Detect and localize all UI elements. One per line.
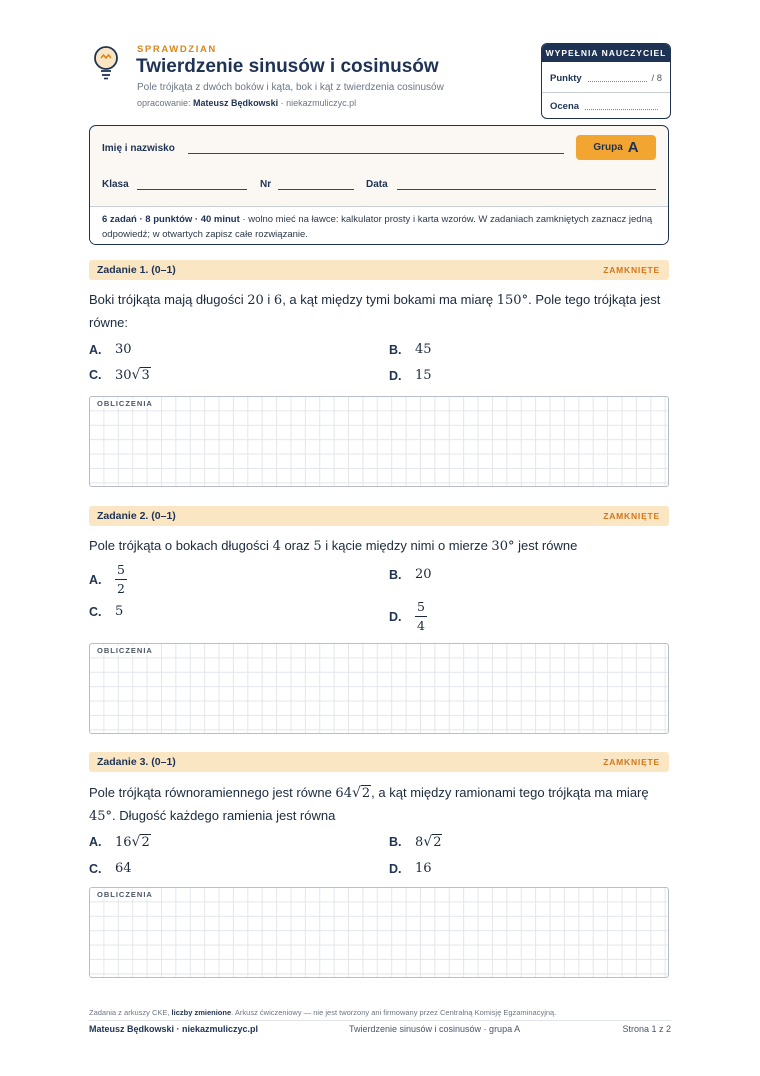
group-label: Grupa [593,142,623,153]
points-max: / 8 [651,73,662,84]
task-3-answer-d[interactable] [389,861,432,876]
exam-rules: · wolno mieć na ławce: kalkulator prosty i karta wzorów. W zadaniach zamkniętych zaznacz jedną odpowiedź; w otwartych zapisz całe rozwiązanie. [102,214,653,240]
answer-radicand: 3 [141,368,150,383]
task-1-angle: 150° [496,293,529,308]
task-1-answer-c[interactable] [89,367,151,383]
task-2-answer-c[interactable] [89,604,123,619]
answer-coefficient: 16 [115,834,132,850]
footer-author: Mateusz Będkowski · niekazmuliczyc.pl [89,1024,259,1034]
task-1-answer-a[interactable] [89,342,132,357]
answer-radicand: 2 [433,835,442,850]
footer-document-title: Twierdzenie sinusów i cosinusów · grupa A [349,1024,521,1034]
group-badge [576,135,656,160]
calculation-label: OBLICZENIA [94,646,156,655]
task-2-text-d: jest równe [514,538,578,553]
answer-letter: A. [89,835,102,849]
answer-letter: D. [389,609,402,624]
page-number: Strona 1 z 2 [622,1024,671,1034]
task-2-title: Zadanie 2. (0–1) [97,510,176,522]
task-1-calculation-area[interactable] [89,396,669,487]
square-root: √ 3 [131,367,150,383]
answer-letter: D. [389,861,402,876]
nr-field[interactable] [278,189,354,190]
answer-value: 20 [415,567,432,582]
task-3-answer-b[interactable] [389,834,442,850]
name-field[interactable] [188,153,564,154]
task-2-question [89,535,669,558]
task-2-calculation-area[interactable] [89,643,669,734]
answer-letter: A. [89,342,102,357]
answer-letter: B. [389,567,402,582]
calculation-label: OBLICZENIA [94,399,156,408]
task-2-side-a: 4 [272,539,281,554]
task-3-calculation-area[interactable] [89,887,669,978]
task-2-answer-a[interactable] [89,563,127,596]
footer-note-a: Zadania z arkuszy CKE, [89,1008,172,1017]
task-3-text-d: . Długość każdego ramienia jest równa [112,808,336,823]
task-1-answer-b[interactable] [389,342,432,357]
teacher-box [541,43,671,119]
answer-value: 5 [115,604,124,619]
name-label: Imię i nazwisko [102,143,175,154]
author-site: · niekazmuliczyc.pl [278,98,357,108]
answer-value: 30 [115,342,132,357]
date-field[interactable] [397,189,656,190]
task-3-title: Zadanie 3. (0–1) [97,756,176,768]
task-3-answer-c[interactable] [89,861,132,876]
task-2-answer-b[interactable] [389,567,432,582]
date-label: Data [366,179,388,190]
answer-value: 45 [415,342,432,357]
document-author [137,98,356,108]
task-1-type: ZAMKNIĘTE [603,265,660,275]
task-2-text-b: oraz [280,538,314,553]
square-root: √ 2 [351,785,371,801]
answer-fraction [115,563,127,596]
author-name: Mateusz Będkowski [193,98,279,108]
footer-note-b: . Arkusz ćwiczeniowy — nie jest tworzony ani firmowany przez Centralną Komisję Egzaminacyjną. [231,1008,557,1017]
calculation-label: OBLICZENIA [94,890,156,899]
answer-value: 15 [415,368,432,383]
task-2-header [89,506,669,526]
task-1-title: Zadanie 1. (0–1) [97,264,176,276]
task-2-answer-d[interactable] [389,600,427,633]
teacher-box-title: WYPEŁNIA NAUCZYCIEL [542,44,670,62]
task-1-question [89,289,669,334]
class-label: Klasa [102,179,129,190]
fraction-numerator: 5 [115,563,127,580]
square-root: √ 2 [131,834,150,850]
lightbulb-logo-icon [90,44,122,80]
task-3-angle: 45° [89,809,113,824]
answer-letter: B. [389,342,402,357]
points-field[interactable] [588,81,648,82]
task-2-side-b: 5 [313,539,322,554]
teacher-box-divider [542,92,670,93]
task-2-angle: 30° [491,539,515,554]
answer-letter: B. [389,835,402,849]
answer-letter: A. [89,572,102,587]
task-3-type: ZAMKNIĘTE [603,757,660,767]
answer-value: 64 [115,861,132,876]
grade-row [550,101,662,112]
answer-letter: C. [89,861,102,876]
exam-instructions [90,206,668,244]
task-1-answer-d[interactable] [389,368,432,383]
task-3-text-a: Pole trójkąta równoramiennego jest równe [89,785,336,800]
task-1-text-a: Boki trójkąta mają długości [89,292,248,307]
answer-letter: C. [89,604,102,619]
answer-radicand: 2 [141,835,150,850]
footer-note-bold: liczby zmienione [171,1008,232,1017]
class-field[interactable] [137,189,247,190]
answer-letter: D. [389,368,402,383]
grade-field[interactable] [585,109,658,110]
points-row [550,73,662,84]
grade-label: Ocena [550,101,580,112]
answer-letter: C. [89,368,102,382]
nr-label: Nr [260,179,272,190]
document-subtitle: Pole trójkąta z dwóch boków i kąta, bok i kąt z twierdzenia cosinusów [137,82,444,93]
footer-divider [89,1020,671,1021]
task-1-text-b: i [263,292,274,307]
task-2-text-c: i kącie między nimi o mierze [321,538,492,553]
fraction-numerator: 5 [415,600,427,617]
document-title: Twierdzenie sinusów i cosinusów [136,56,439,77]
task-3-area-coefficient: 64 [335,786,352,801]
answer-value: 16 [415,861,432,876]
task-3-question [89,782,669,828]
task-1-text-c: , a kąt między tymi bokami ma miarę [282,292,497,307]
fraction-denominator: 2 [117,581,125,596]
fraction-denominator: 4 [417,618,425,633]
task-1-text-d: . Pole tego trójkąta jest równe: [89,292,661,330]
points-label: Punkty [550,73,582,84]
task-3-header [89,752,669,772]
task-3-text-c: , a kąt między ramionami tego trójkąta ma miarę [371,785,649,800]
task-2-text-a: Pole trójkąta o bokach długości [89,538,273,553]
task-3-area-radicand: 2 [361,786,371,801]
square-root: √ 2 [423,834,442,850]
student-info-box [89,125,669,245]
task-2-type: ZAMKNIĘTE [603,511,660,521]
answer-coefficient: 30 [115,367,132,383]
task-1-side-a: 20 [247,293,264,308]
task-3-answer-a[interactable] [89,834,151,850]
group-value: A [627,139,639,156]
footer-disclaimer [89,1008,556,1017]
exam-summary: 6 zadań · 8 punktów · 40 minut [102,214,240,225]
author-prefix: opracowanie: [137,98,194,108]
answer-fraction [415,600,427,633]
answer-coefficient: 8 [415,834,424,850]
document-kicker: SPRAWDZIAN [137,44,217,55]
task-1-header [89,260,669,280]
task-1-side-b: 6 [273,293,283,308]
